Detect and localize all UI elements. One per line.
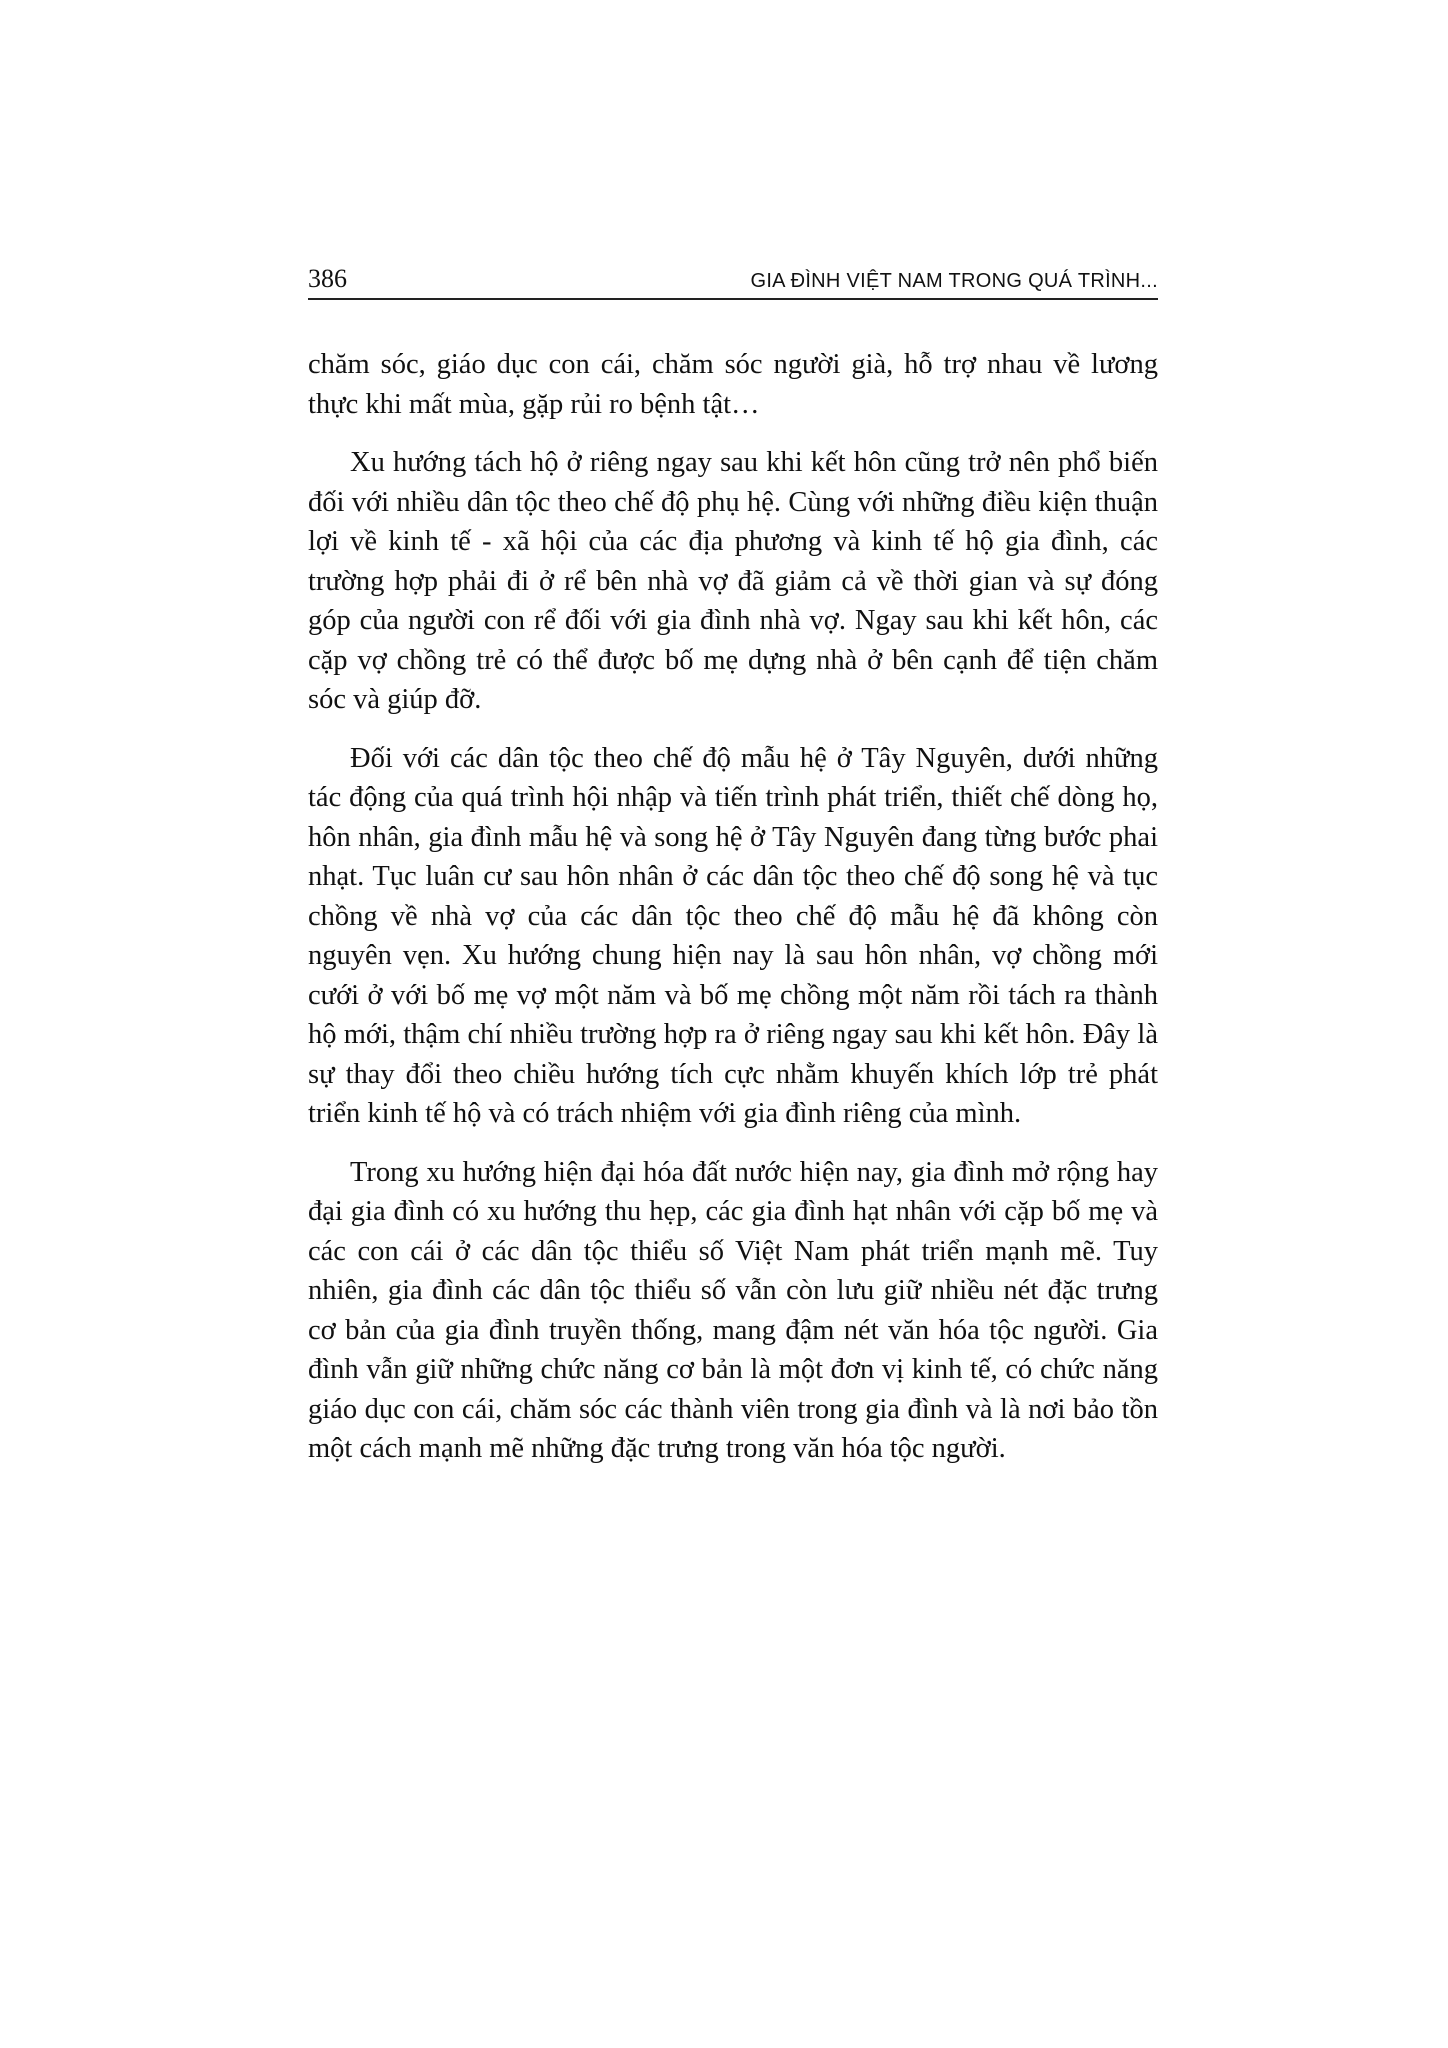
running-title: GIA ĐÌNH VIỆT NAM TRONG QUÁ TRÌNH...	[750, 270, 1158, 292]
paragraph: Trong xu hướng hiện đại hóa đất nước hiện nay, gia đình mở rộng hay đại gia đình có xu hướng thu hẹp, các gia đình hạt nhân với cặp bố mẹ và các con cái ở các dân tộc thiểu số Việt Nam phát triển mạnh mẽ. Tuy nhiên, gia đình các dân tộc thiểu số vẫn còn lưu giữ nhiều nét đặc trưng cơ bản của gia đình truyền thống, mang đậm nét văn hóa tộc người. Gia đình vẫn giữ những chức năng cơ bản là một đơn vị kinh tế, có chức năng giáo dục con cái, chăm sóc các thành viên trong gia đình và là nơi bảo tồn một cách mạnh mẽ những đặc trưng trong văn hóa tộc người.	[308, 1156, 1158, 1464]
body-text	[308, 345, 1158, 1488]
page-number: 386	[308, 264, 347, 293]
running-header	[308, 258, 1158, 300]
paragraph: Xu hướng tách hộ ở riêng ngay sau khi kết hôn cũng trở nên phổ biến đối với nhiều dân tộc theo chế độ phụ hệ. Cùng với những điều kiện thuận lợi về kinh tế - xã hội của các địa phương và kinh tế hộ gia đình, các trường hợp phải đi ở rể bên nhà vợ đã giảm cả về thời gian và sự đóng góp của người con rể đối với gia đình nhà vợ. Ngay sau khi kết hôn, các cặp vợ chồng trẻ có thể được bố mẹ dựng nhà ở bên cạnh để tiện chăm sóc và giúp đỡ.	[308, 447, 1158, 715]
paragraph: Đối với các dân tộc theo chế độ mẫu hệ ở Tây Nguyên, dưới những tác động của quá trình hội nhập và tiến trình phát triển, thiết chế dòng họ, hôn nhân, gia đình mẫu hệ và song hệ ở Tây Nguyên đang từng bước phai nhạt. Tục luân cư sau hôn nhân ở các dân tộc theo chế độ song hệ và tục chồng về nhà vợ của các dân tộc theo chế độ mẫu hệ đã không còn nguyên vẹn. Xu hướng chung hiện nay là sau hôn nhân, vợ chồng mới cưới ở với bố mẹ vợ một năm và bố mẹ chồng một năm rồi tách ra thành hộ mới, thậm chí nhiều trường hợp ra ở riêng ngay sau khi kết hôn. Đây là sự thay đổi theo chiều hướng tích cực nhằm khuyến khích lớp trẻ phát triển kinh tế hộ và có trách nhiệm với gia đình riêng của mình.	[308, 742, 1158, 1129]
paragraph-continued: chăm sóc, giáo dục con cái, chăm sóc người già, hỗ trợ nhau về lương thực khi mất mùa, gặp rủi ro bệnh tật…	[308, 349, 1158, 420]
